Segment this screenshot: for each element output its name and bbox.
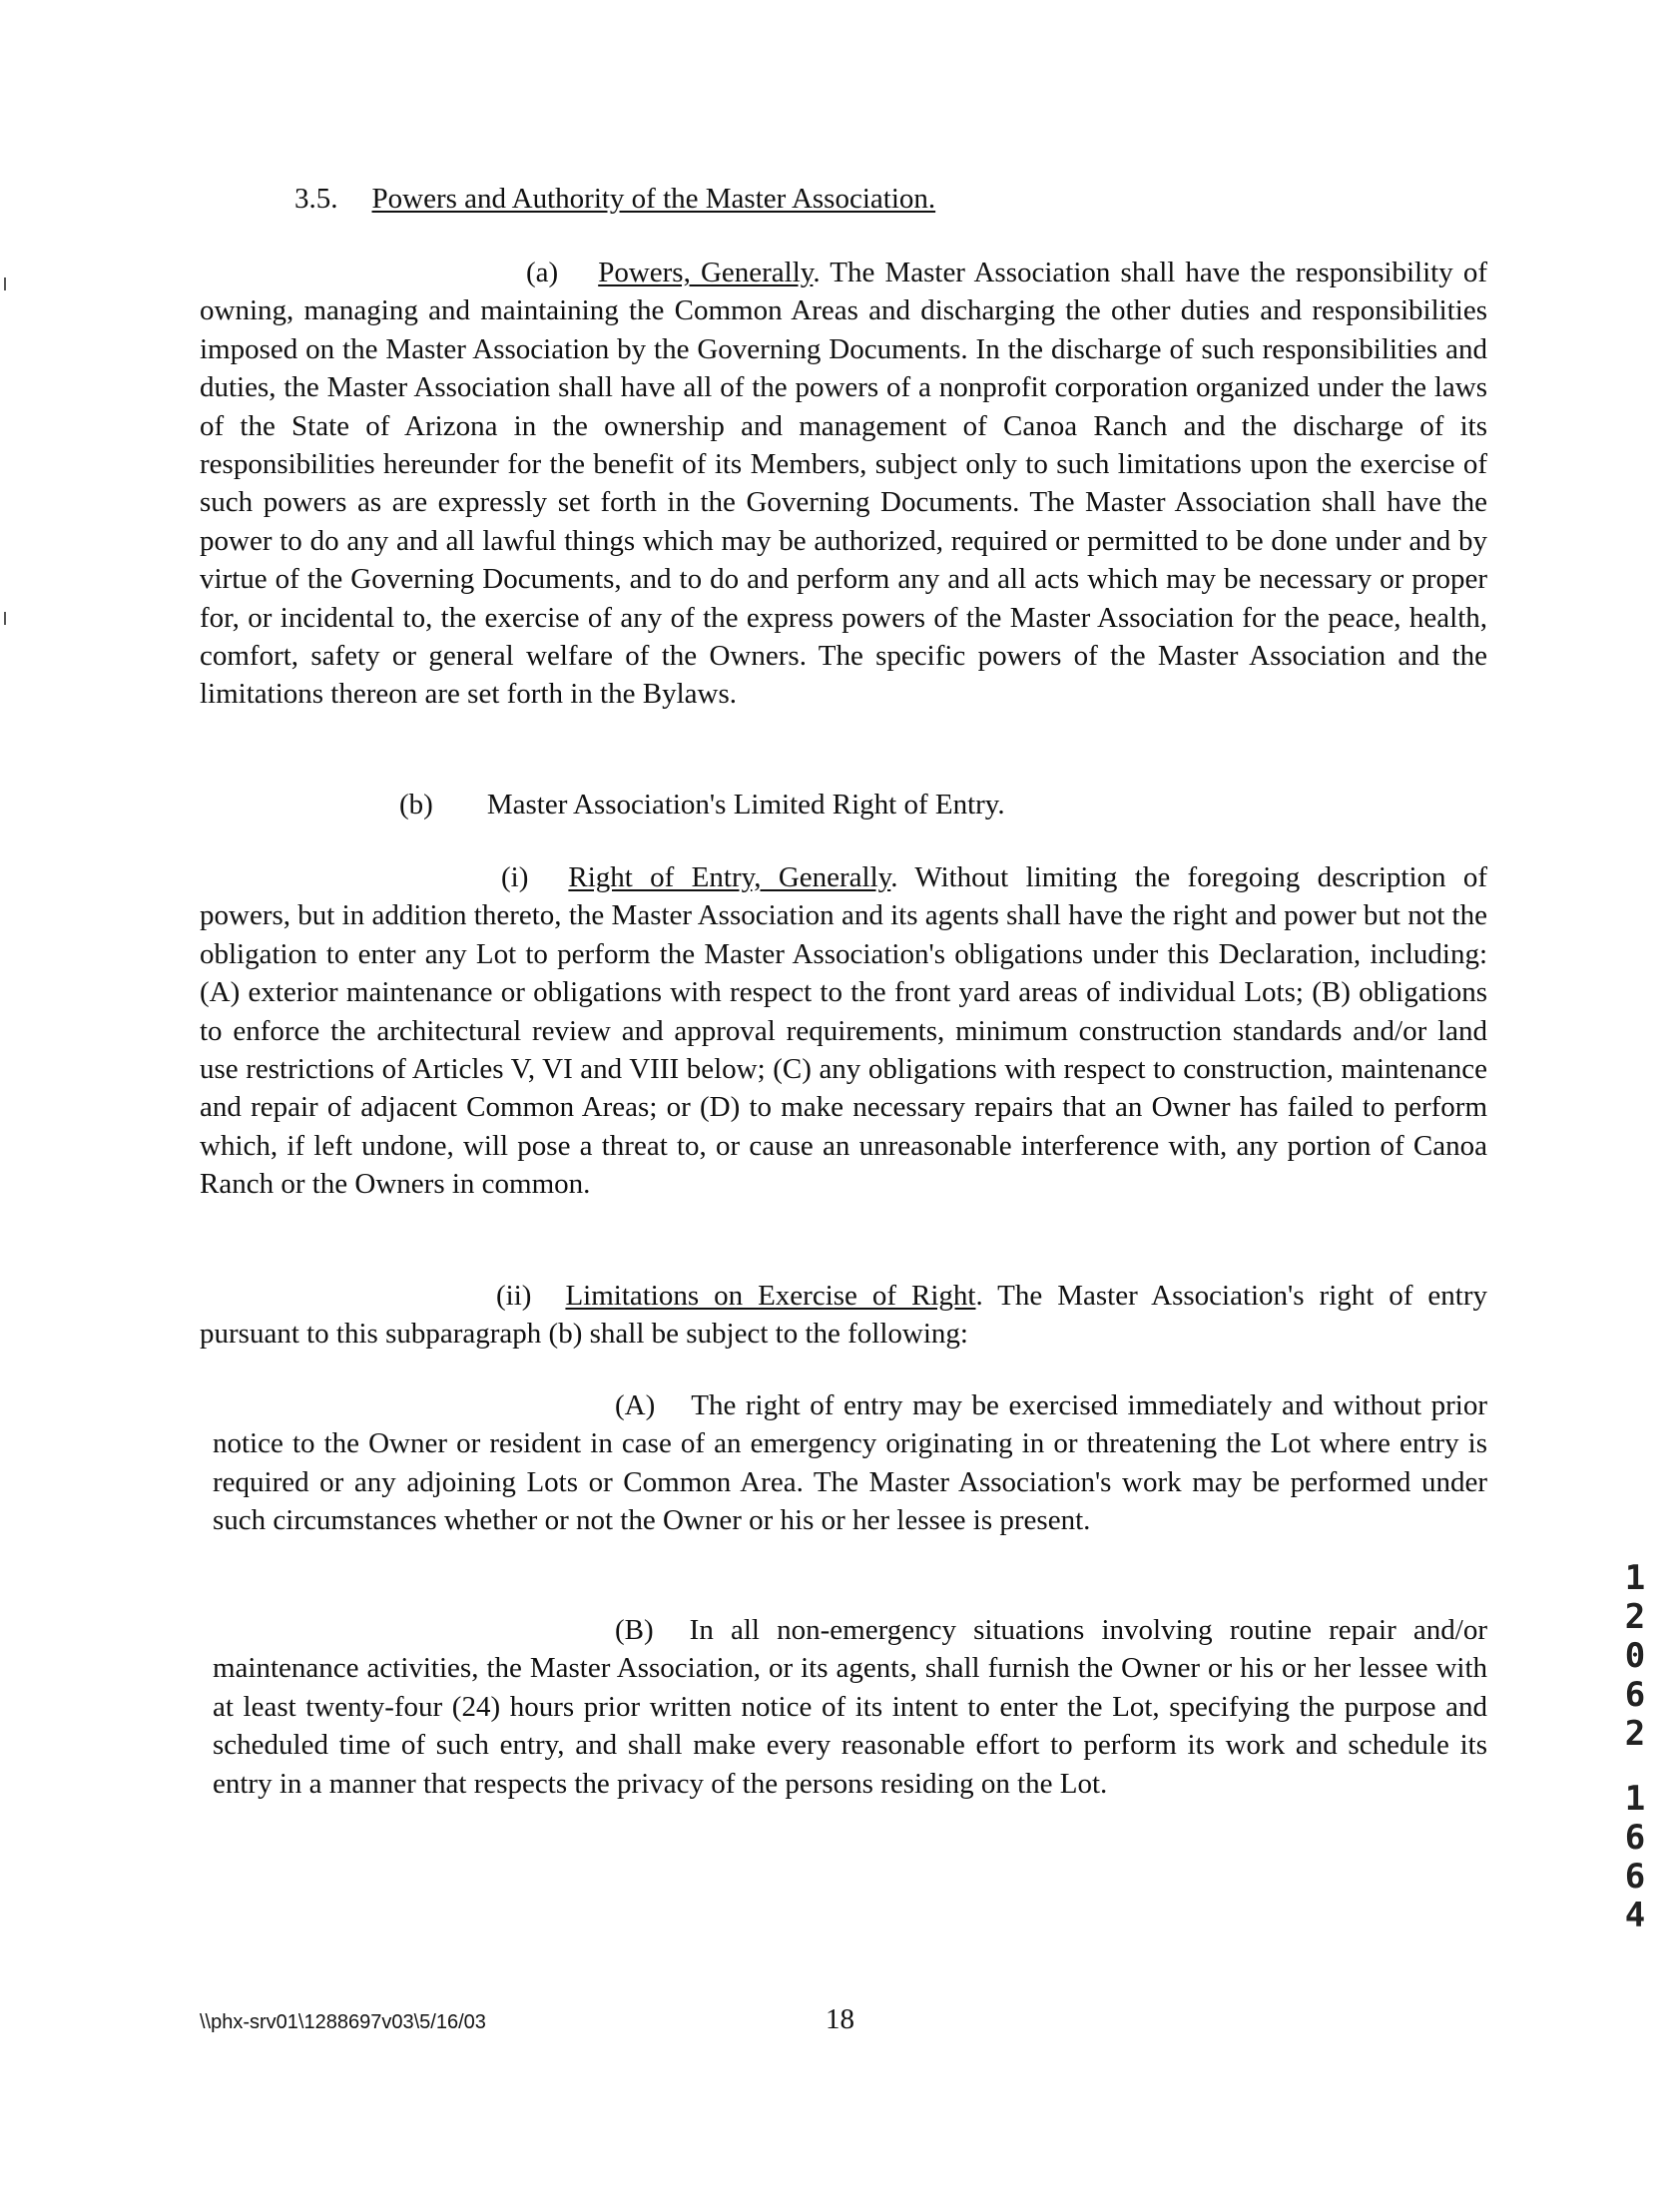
paragraph-b-i-label: (i) <box>501 861 529 893</box>
paragraph-b-title: Master Association's Limited Right of Entry. <box>486 789 1005 821</box>
stamp-digit: 2 <box>1624 1597 1646 1637</box>
paragraph-b-i-title: Right of Entry, Generally <box>568 861 891 893</box>
stamp-digit: 6 <box>1624 1818 1646 1858</box>
stamp-digit: 6 <box>1624 1857 1646 1897</box>
scan-edge-mark <box>4 277 6 290</box>
paragraph-a-label: (a) <box>526 257 559 288</box>
stamp-digit: 4 <box>1624 1896 1646 1935</box>
paragraph-b <box>200 786 1487 823</box>
scan-edge-mark <box>4 612 6 625</box>
stamp-digit: 1 <box>1624 1558 1646 1598</box>
stamp-digit: 0 <box>1624 1636 1646 1676</box>
paragraph-b-ii-body: . The Master Association's right of entry pursuant to this subparagraph (b) shall be subject to the following: <box>200 1280 1487 1351</box>
paragraph-A-body: The right of entry may be exercised immediately and without prior notice to the Owner or resident in case of an emergency originating in or threatening the Lot where entry is required or any adjoining Lots or Common Area. The Master Association's work may be performed under such circumstances whether or not the Owner or his or her lessee is present. <box>213 1389 1487 1537</box>
section-number: 3.5. <box>294 183 338 215</box>
paragraph-B <box>213 1611 1487 1803</box>
paragraph-A-label: (A) <box>615 1389 656 1421</box>
page-number: 18 <box>826 2003 854 2035</box>
paragraph-b-i <box>200 858 1487 1204</box>
paragraph-b-ii-label: (ii) <box>496 1280 532 1312</box>
stamp-digit: 1 <box>1624 1779 1646 1819</box>
paragraph-b-label: (b) <box>399 789 433 821</box>
section-title: Powers and Authority of the Master Association. <box>371 183 936 215</box>
paragraph-a <box>200 254 1487 714</box>
paragraph-A <box>213 1386 1487 1540</box>
footer-document-path: \\phx-srv01\1288697v03\5/16/03 <box>200 2011 486 2033</box>
paragraph-b-ii-title: Limitations on Exercise of Right <box>565 1280 976 1312</box>
stamp-gap <box>1615 1754 1655 1780</box>
paragraph-b-i-body: . Without limiting the foregoing description of powers, but in addition thereto, the Master Association and its agents shall have the right and power but not the obligation to enter any Lot to perform the Master Association's obligations under this Declaration, including: (A) exterior maintenance or obligations with respect to the front yard areas of individual Lots; (B) obligations to enforce the architectural review and approval requirements, minimum construction standards and/or land use restrictions of Articles V, VI and VIII below; (C) any obligations with respect to construction, maintenance and repair of adjacent Common Areas; or (D) to make necessary repairs that an Owner has failed to perform which, if left undone, will pose a threat to, or cause an unreasonable interference with, any portion of Canoa Ranch or the Owners in common. <box>200 861 1488 1201</box>
paragraph-B-body: In all non-emergency situations involving routine repair and/or maintenance activities, the Master Association, or its agents, shall furnish the Owner or his or her lessee with at least twenty-four (24) hours prior written notice of its intent to enter the Lot, specifying the purpose and scheduled time of such entry, and shall make every reasonable effort to perform its work and schedule its entry in a manner that respects the privacy of the persons residing on the Lot. <box>213 1614 1487 1800</box>
paragraph-B-label: (B) <box>615 1614 654 1646</box>
paragraph-b-ii <box>200 1277 1487 1354</box>
recording-number-stamp <box>1615 1559 1655 1935</box>
stamp-digit: 2 <box>1624 1714 1646 1754</box>
paragraph-a-body: . The Master Association shall have the responsibility of owning, managing and maintaining the Common Areas and discharging the other duties and responsibilities imposed on the Master Association by the Governing Documents. In the discharge of such responsibilities and duties, the Master Association shall have all of the powers of a nonprofit corporation organized under the laws of the State of Arizona in the ownership and management of Canoa Ranch and the discharge of its responsibilities hereunder for the benefit of its Members, subject only to such limitations upon the exercise of such powers as are expressly set forth in the Governing Documents. The Master Association shall have the power to do any and all lawful things which may be authorized, required or permitted to be done under and by virtue of the Governing Documents, and to do and perform any and all acts which may be necessary or proper for, or incidental to, the exercise of any of the express powers of the Master Association for the peace, health, comfort, safety or general welfare of the Owners. The specific powers of the Master Association and the limitations thereon are set forth in the Bylaws. <box>200 257 1487 711</box>
stamp-digit: 6 <box>1624 1675 1646 1715</box>
section-heading <box>294 180 935 218</box>
paragraph-a-title: Powers, Generally <box>598 257 814 288</box>
